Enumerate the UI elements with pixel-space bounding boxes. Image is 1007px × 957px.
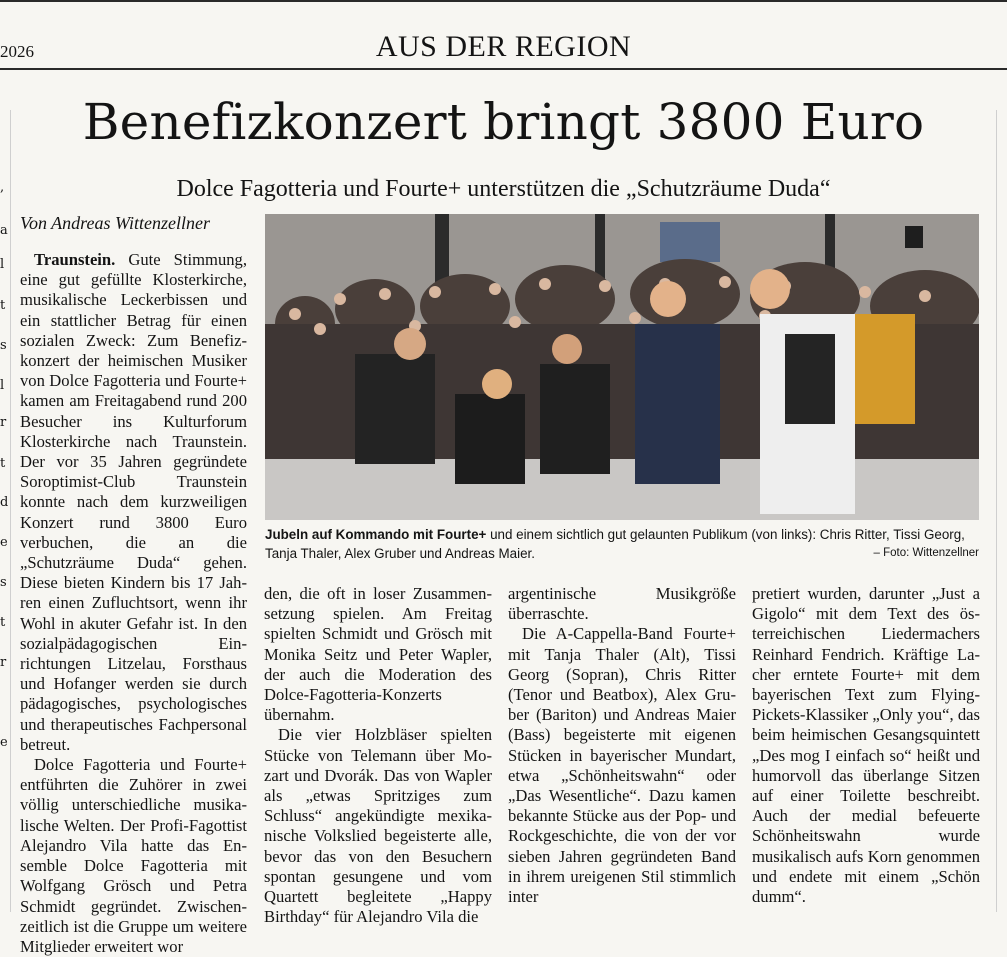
headline: Benefizkonzert bringt 3800 Euro bbox=[82, 93, 925, 151]
fragment: r bbox=[0, 655, 7, 670]
fragment: a bbox=[0, 223, 8, 238]
paragraph: Die A-Cappella-Band Fourte+ mit Tanja Thaler (Alt), Tissi Georg (Sopran), Chris Ritter (Tenor und Beatbox), Alex Gruber (Bariton) und Andreas Maier (Bass) begeisterte mit eigenen Stücken in bayerischer Mundart, etwa „Schönheitswahn“ oder „Das Wesentliche“. Dazu kamen bekannte Stücke aus der Pop- und Rockgeschichte, die von der vor sieben Jahren gegründeten Band in ihrem ureigenen Stil stimmlich inter bbox=[508, 624, 736, 907]
fragment: s bbox=[0, 338, 7, 353]
photo-illustration bbox=[265, 214, 979, 520]
fragment: t bbox=[0, 298, 6, 313]
photo-credit: – Foto: Wittenzellner bbox=[873, 547, 979, 559]
dateline: Traunstein. bbox=[34, 250, 116, 269]
paragraph: argentinische Musikgröße überraschte. bbox=[508, 584, 736, 624]
paragraph: Dolce Fagotteria und Fourte+ entführten die Zuhörer in zwei völlig unterschiedliche musikalische Welten. Der Profi-Fagottist Alejandro Vila hatte das Ensemble Dolce Fagotteria mit Wolfgang Grösch und Petra Schmidt gegründet. Zwischenzeitlich ist die Gruppe um weitere Mitglieder erweitert wor bbox=[20, 755, 247, 956]
issue-date: 2026 bbox=[0, 42, 34, 61]
fragment: t bbox=[0, 456, 6, 471]
neighbor-column-fragments bbox=[0, 95, 8, 924]
column-divider bbox=[996, 110, 997, 912]
paragraph-text: Gute Stimmung, eine gut gefüllte Klosterkirche, musikalische Leckerbissen und ein stattlicher Betrag für einen sozialen Zweck: Zum Benefizkonzert der heimischen Musiker von Dolce Fagotteria und Fourte+ kamen am Freitagabend rund 200 Besucher ins Kulturforum Klosterkirche nach Traunstein. Der vor 35 Jahren gegründete Soroptimist-Club Traunstein konnte nach dem kurzweiligen Konzert rund 3800 Euro verbuchen, die an die „Schutzräume Duda“ gehen. Diese bieten Kindern bis 17 Jahren einen Zufluchtsort, wenn ihr Wohl in akuter Gefahr ist. In den sozialpädagogischen Einrichtungen Litzelau, Forsthaus und Hofanger werden sie durch pädagogisches, psychologisches und therapeutisches Fachpersonal betreut. bbox=[20, 250, 247, 754]
section-title: AUS DER REGION bbox=[375, 30, 632, 63]
fragment: t bbox=[0, 615, 6, 630]
paragraph: pretiert wurden, darunter „Just a Gigolo“ mit dem Text des österreichischen Liedermachers Reinhard Fendrich. Kräftige Lacher erntete Fourte+ mit dem bayerischen Text zum Flying-Pickets-Klassiker „Only you“, das beim heimischen Gesangsquintett „Des mog I einfach so“ heißt und humorvoll das überlange Sitzen auf einer Toilette beschreibt. Auch der medial befeuerte Schönheitswahn wurde musikalisch aufs Korn genommen und endete mit einem „Schön dumm“. bbox=[752, 584, 980, 907]
paragraph: Die vier Holzbläser spielten Stücke von Telemann über Mozart und Dvorák. Das von Wapler als „etwas Spritziges zum Schluss“ angekündigte mexikanische Volkslied begeisterte alle, bevor das von den Besuchern spontan gesungene und vom Quartett begleitete „Happy Birthday“ für Alejandro Vila die bbox=[264, 725, 492, 927]
byline: Von Andreas Wittenzellner bbox=[20, 213, 210, 233]
caption-text: und einem sichtlich gut gelaunten Publikum (von links): Chris Ritter, Tissi Georg, Tanja Thaler, Alex Gruber und Andreas Maier. bbox=[265, 527, 965, 561]
column-3 bbox=[508, 584, 736, 907]
subheadline: Dolce Fagotteria und Fourte+ unterstützen die „Schutzräume Duda“ bbox=[176, 176, 831, 202]
section-rule bbox=[0, 68, 1007, 70]
fragment: l bbox=[0, 257, 5, 272]
column-2 bbox=[264, 584, 492, 927]
concert-photo bbox=[265, 214, 979, 520]
column-divider bbox=[10, 110, 11, 912]
photo-caption bbox=[265, 525, 979, 563]
fragment: l bbox=[0, 378, 5, 393]
page-top-rule bbox=[0, 0, 1007, 2]
fragment: e bbox=[0, 535, 8, 550]
paragraph: den, die oft in loser Zusammensetzung spielen. Am Freitag spielten Schmidt und Grösch mit Monika Seitz und Peter Wapler, der auch die Moderation des Dolce-Fagotteria-Konzerts übernahm. bbox=[264, 584, 492, 725]
paragraph bbox=[20, 250, 247, 755]
column-4 bbox=[752, 584, 980, 907]
fragment: d bbox=[0, 495, 8, 510]
fragment: , bbox=[0, 180, 5, 195]
caption-lead: Jubeln auf Kommando mit Fourte+ bbox=[265, 527, 487, 542]
fragment: r bbox=[0, 415, 7, 430]
column-1 bbox=[20, 250, 247, 957]
fragment: e bbox=[0, 735, 8, 750]
fragment: s bbox=[0, 575, 7, 590]
